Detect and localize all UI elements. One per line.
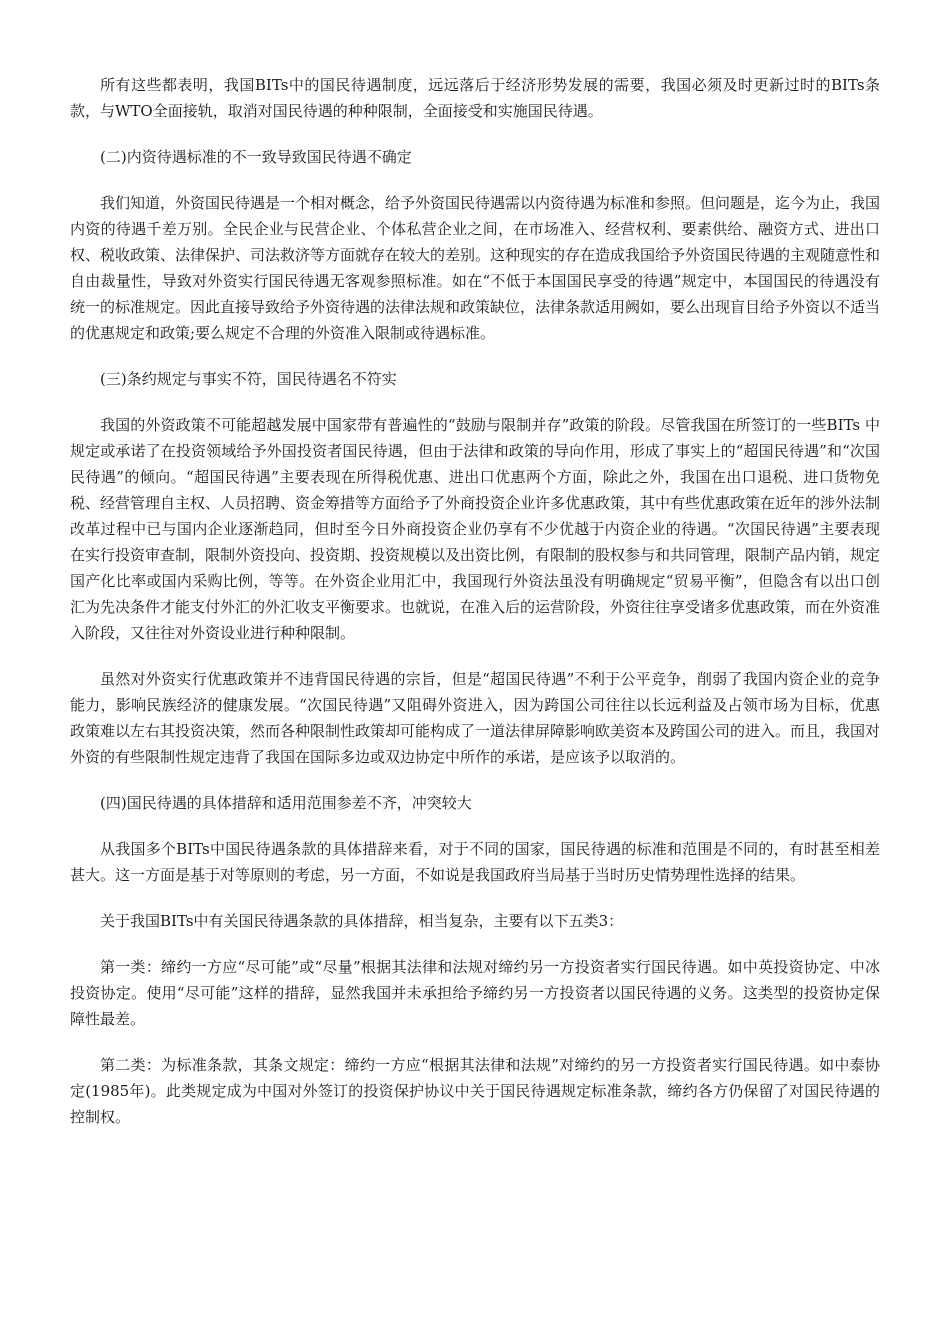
- paragraph-wording-scope: 从我国多个BITs中国民待遇条款的具体措辞来看，对于不同的国家，国民待遇的标准和范围是不同的，有时甚至相差甚大。这一方面是基于对等原则的考虑，另一方面，不如说是我国政府当局基于当时历史情势理性选择的结果。: [70, 840, 880, 884]
- paragraph-type-two: 第二类：为标准条款，其条文规定：缔约一方应“根据其法律和法规”对缔约的另一方投资者实行国民待遇。如中泰协定(1985年)。此类规定成为中国对外签订的投资保护协议中关于国民待遇规定标准条款，缔约各方仍保留了对国民待遇的控制权。: [70, 1056, 880, 1126]
- paragraph-domestic-treatment: 我们知道，外资国民待遇是一个相对概念，给予外资国民待遇需以内资待遇为标准和参照。但问题是，迄今为止，我国内资的待遇千差万别。全民企业与民营企业、个体私营企业之间，在市场准入、经营权利、要素供给、融资方式、进出口权、税收政策、法律保护、司法救济等方面就存在较大的差别。这种现实的存在造成我国给予外资国民待遇的主观随意性和自由裁量性，导致对外资实行国民待遇无客观参照标准。如在“不低于本国国民享受的待遇”规定中，本国国民的待遇没有统一的标准规定。因此直接导致给予外资待遇的法律法规和政策缺位，法律条款适用阙如，要么出现盲目给予外资以不适当的优惠规定和政策;要么规定不合理的外资准入限制或待遇标准。: [70, 194, 881, 342]
- paragraph-conclusion: 所有这些都表明，我国BITs中的国民待遇制度，远远落后于经济形势发展的需要，我国必须及时更新过时的BITs条款，与WTO全面接轨，取消对国民待遇的种种限制，全面接受和实施国民待遇。: [70, 76, 880, 120]
- paragraph-five-types: 关于我国BITs中有关国民待遇条款的具体措辞，相当复杂，主要有以下五类3：: [100, 912, 624, 930]
- section-heading-2: (二)内资待遇标准的不一致导致国民待遇不确定: [100, 148, 412, 166]
- paragraph-type-one: 第一类：缔约一方应“尽可能”或“尽量”根据其法律和法规对缔约另一方投资者实行国民待遇。如中英投资协定、中冰投资协定。使用“尽可能”这样的措辞，显然我国并未承担给予缔约另一方投资者以国民待遇的义务。这类型的投资协定保障性最差。: [70, 958, 880, 1028]
- paragraph-preferential-policy: 虽然对外资实行优惠政策并不违背国民待遇的宗旨，但是“超国民待遇”不利于公平竞争，削弱了我国内资企业的竞争能力，影响民族经济的健康发展。“次国民待遇”又阻碍外资进入，因为跨国公司往往以长远利益及占领市场为目标，优惠政策难以左右其投资决策，然而各种限制性政策却可能构成了一道法律屏障影响欧美资本及跨国公司的进入。而且，我国对外资的有些限制性规定违背了我国在国际多边或双边协定中所作的承诺，是应该予以取消的。: [70, 670, 881, 766]
- section-heading-4: (四)国民待遇的具体措辞和适用范围参差不齐，冲突较大: [100, 794, 472, 812]
- paragraph-foreign-policy: 我国的外资政策不可能超越发展中国家带有普遍性的“鼓励与限制并存”政策的阶段。尽管我国在所签订的一些BITs 中规定或承诺了在投资领域给予外国投资者国民待遇，但由于法律和政策的导向作用，形成了事实上的“超国民待遇”和“次国民待遇”的倾向。“超国民待遇”主要表现在所得税优惠、进出口优惠两个方面，除此之外，我国在出口退税、进口货物免税、经营管理自主权、人员招聘、资金筹措等方面给予了外商投资企业许多优惠政策，其中有些优惠政策在近年的涉外法制改革过程中已与国内企业逐渐趋同，但时至今日外商投资企业仍享有不少优越于内资企业的待遇。“次国民待遇”主要表现在实行投资审查制，限制外资投向、投资期、投资规模以及出资比例，有限制的股权参与和共同管理，限制产品内销，规定国产化比率或国内采购比例，等等。在外资企业用汇中，我国现行外资法虽没有明确规定“贸易平衡”，但隐含有以出口创汇为先决条件才能支付外汇的外汇收支平衡要求。也就说，在准入后的运营阶段，外资往往享受诸多优惠政策，而在外资准入阶段，又往往对外资设业进行种种限制。: [70, 416, 881, 642]
- document-body: [70, 72, 880, 1150]
- section-heading-3: (三)条约规定与事实不符，国民待遇名不符实: [100, 370, 397, 388]
